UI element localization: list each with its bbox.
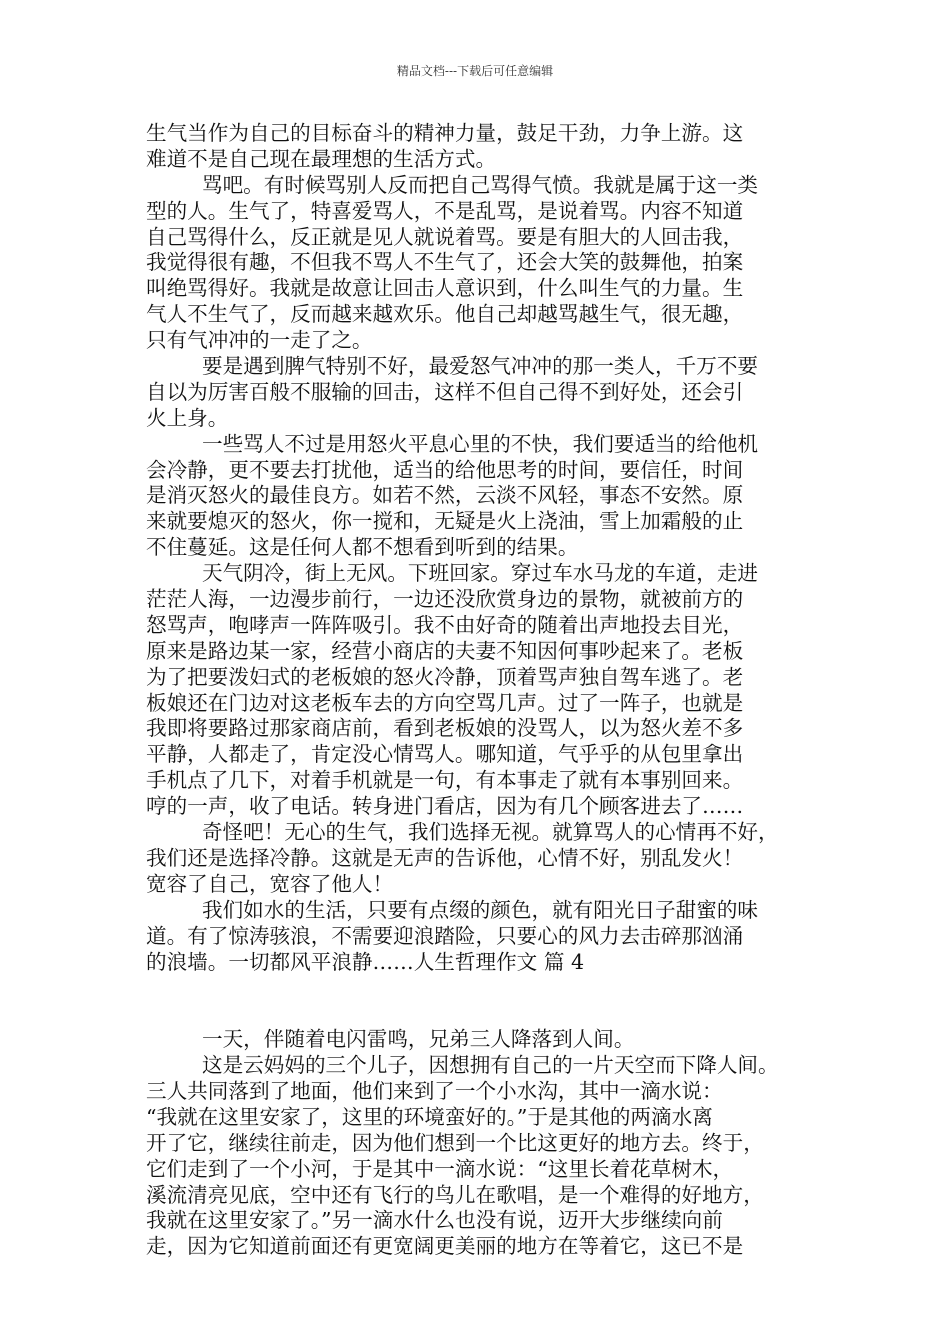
paragraph-2 xyxy=(146,173,822,354)
text-line: 茫茫人海，一边漫步前行，一边还没欣赏身边的景物，就被前方的 xyxy=(146,587,744,612)
text-line: 来就要熄灭的怒火，你一搅和，无疑是火上浇油，雪上加霜般的止 xyxy=(146,509,744,534)
text-line: 溪流清亮见底，空中还有飞行的鸟儿在歌唱，是一个难得的好地方， xyxy=(146,1182,764,1207)
paragraph-4 xyxy=(146,432,822,561)
text-line: 走，因为它知道前面还有更宽阔更美丽的地方在等着它，这已不是 xyxy=(146,1234,744,1259)
text-line: 只有气冲冲的一走了之。 xyxy=(146,328,373,353)
text-line: 我们如水的生活，只要有点缀的颜色，就有阳光日子甜蜜的味 xyxy=(202,897,759,922)
text-line: 是消灭怒火的最佳良方。如若不然，云淡不风轻，事态不安然。原 xyxy=(146,483,744,508)
text-line: 为了把要泼妇式的老板娘的怒火冷静，顶着骂声独自驾车逃了。老 xyxy=(146,664,744,689)
paragraph-1 xyxy=(146,121,822,173)
text-line: 天气阴冷，街上无风。下班回家。穿过车水马龙的车道，走进 xyxy=(202,561,759,586)
text-line: 型的人。生气了，特喜爱骂人，不是乱骂，是说着骂。内容不知道 xyxy=(146,198,744,223)
text-line: 奇怪吧！无心的生气，我们选择无视。就算骂人的心情再不好， xyxy=(202,820,779,845)
text-line: 宽容了自己，宽容了他人！ xyxy=(146,871,394,896)
text-line: 我觉得很有趣，不但我不骂人不生气了，还会大笑的鼓舞他，拍案 xyxy=(146,250,744,275)
text-line: 自以为厉害百般不服输的回击，这样不但自己得不到好处，还会引 xyxy=(146,379,744,404)
document-body xyxy=(146,121,822,1260)
paragraph-8 xyxy=(146,1027,822,1053)
text-line: 哼的一声，收了电话。转身进门看店，因为有几个顾客进去了…… xyxy=(146,794,744,819)
text-line: 要是遇到脾气特别不好，最爱怒气冲冲的那一类人，千万不要 xyxy=(202,354,759,379)
text-line: 我即将要路过那家商店前，看到老板娘的没骂人，以为怒火差不多 xyxy=(146,716,744,741)
page-header: 精品文档---下载后可任意编辑 xyxy=(396,64,554,78)
text-line: 一些骂人不过是用怒火平息心里的不快，我们要适当的给他机 xyxy=(202,431,759,456)
text-line: 手机点了几下，对着手机就是一句，有本事走了就有本事别回来。 xyxy=(146,768,744,793)
text-line: 原来是路边某一家，经营小商店的夫妻不知因何事吵起来了。老板 xyxy=(146,638,744,663)
section-gap xyxy=(146,975,822,1027)
text-line: 平静，人都走了，肯定没心情骂人。哪知道，气乎乎的从包里拿出 xyxy=(146,742,744,767)
paragraph-3 xyxy=(146,354,822,432)
text-line: 会冷静，更不要去打扰他，适当的给他思考的时间，要信任，时间 xyxy=(146,457,744,482)
text-line: 开了它，继续往前走，因为他们想到一个比这更好的地方去。终于， xyxy=(146,1130,764,1155)
text-line: 气人不生气了，反而越来越欢乐。他自己却越骂越生气，很无趣， xyxy=(146,302,744,327)
text-line: 道。有了惊涛骇浪，不需要迎浪踏险，只要心的风力去击碎那汹涌 xyxy=(146,923,744,948)
paragraph-5 xyxy=(146,561,822,820)
text-line: 的浪墙。一切都风平浪静……人生哲理作文 篇 4 xyxy=(146,949,585,974)
text-line: 火上身。 xyxy=(146,405,229,430)
text-line: 三人共同落到了地面，他们来到了一个小水沟，其中一滴水说： xyxy=(146,1078,723,1103)
text-line: 骂吧。有时候骂别人反而把自己骂得气愤。我就是属于这一类 xyxy=(202,172,759,197)
text-line: 一天，伴随着电闪雷鸣，兄弟三人降落到人间。 xyxy=(202,1027,635,1052)
text-line: 叫绝骂得好。我就是故意让回击人意识到，什么叫生气的力量。生 xyxy=(146,276,744,301)
text-line: 怒骂声，咆哮声一阵阵吸引。我不由好奇的随着出声地投去目光， xyxy=(146,612,744,637)
paragraph-7 xyxy=(146,898,822,976)
paragraph-6 xyxy=(146,820,822,898)
text-line: 板娘还在门边对这老板车去的方向空骂几声。过了一阵子，也就是 xyxy=(146,690,744,715)
text-line: 自己骂得什么，反正就是见人就说着骂。要是有胆大的人回击我， xyxy=(146,224,744,249)
text-line: 不住蔓延。这是任何人都不想看到听到的结果。 xyxy=(146,535,579,560)
text-line: 我们还是选择冷静。这就是无声的告诉他，心情不好，别乱发火！ xyxy=(146,845,744,870)
text-line: 我就在这里安家了。”另一滴水什么也没有说，迈开大步继续向前 xyxy=(146,1208,723,1233)
text-line: 生气当作为自己的目标奋斗的精神力量，鼓足干劲，力争上游。这 xyxy=(146,121,744,145)
text-line: 难道不是自己现在最理想的生活方式。 xyxy=(146,146,497,171)
paragraph-9 xyxy=(146,1053,822,1260)
text-line: 它们走到了一个小河，于是其中一滴水说：“这里长着花草树木， xyxy=(146,1156,734,1181)
text-line: 这是云妈妈的三个儿子，因想拥有自己的一片天空而下降人间。 xyxy=(202,1053,779,1078)
text-line: “我就在这里安家了，这里的环境蛮好的。”于是其他的两滴水离 xyxy=(146,1104,713,1129)
